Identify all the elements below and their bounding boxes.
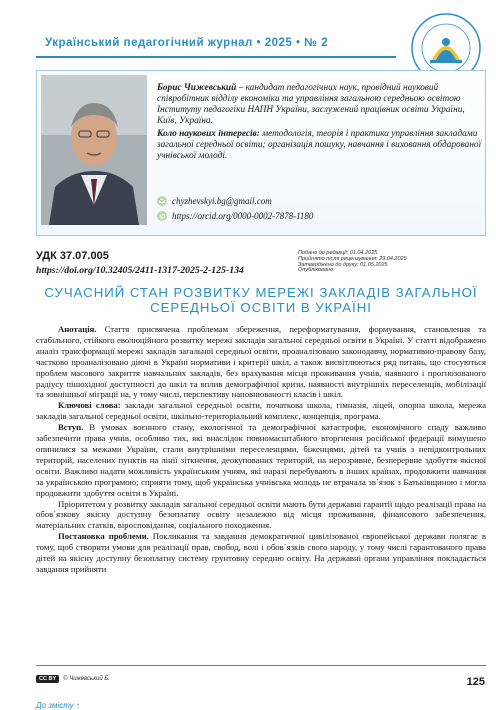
author-bio bbox=[157, 83, 482, 162]
cc-license-badge[interactable]: CC BY bbox=[36, 675, 59, 683]
problem-paragraph bbox=[36, 531, 486, 575]
doi-link[interactable]: https://doi.org/10.32405/2411-1317-2025-2-125-134 bbox=[36, 265, 244, 276]
svg-text:iD: iD bbox=[159, 214, 166, 221]
date-received: Подано до редакції: 01.04.2025 bbox=[298, 250, 378, 256]
research-interests bbox=[157, 129, 482, 162]
page-number: 125 bbox=[466, 676, 485, 688]
keywords-text: заклади загальної середньої освіти, початкова школа, гімназія, ліцей, опорна школа, мережа закладів загальної середньої освіти, шкільно-територіальний комплекс, концепція, програма. bbox=[36, 400, 486, 422]
header-divider bbox=[36, 56, 396, 58]
orcid-link[interactable]: https://orcid.org/0000-0002-7878-1180 bbox=[172, 211, 314, 221]
date-published: Опубліковано: bbox=[298, 267, 335, 274]
orcid-row bbox=[157, 211, 313, 221]
udk-code: УДК 37.07.005 bbox=[36, 250, 109, 262]
journal-title: Український педагогічний журнал • 2025 • № 2 bbox=[45, 37, 329, 49]
orcid-icon bbox=[157, 211, 167, 221]
article-title: СУЧАСНИЙ СТАН РОЗВИТКУ МЕРЕЖІ ЗАКЛАДІВ ЗАГАЛЬНОЇ СЕРЕДНЬОЇ ОСВІТИ В УКРАЇНІ bbox=[44, 285, 478, 315]
keywords-label: Ключові слова: bbox=[58, 400, 121, 411]
publication-dates bbox=[298, 251, 407, 274]
intro-label: Вступ. bbox=[58, 422, 84, 433]
problem-text: Покликання та завдання демократичної цивілізованої європейської держави полягає в тому, щоб створити умови для реалізації прав, свобод, волі і обов᾿язків свого народу, у тому числі гарантованого права дітей на якісну доступну безоплатну систему грунтовну середню освіту. На державні органи управління покладається завдання прийняти bbox=[36, 531, 486, 574]
author-name: Борис Чижевський bbox=[157, 83, 237, 93]
intro-paragraph bbox=[36, 422, 486, 498]
problem-label: Постановка проблеми. bbox=[58, 531, 149, 542]
interests-label: Коло наукових інтересів: bbox=[157, 129, 260, 139]
intro-text: В умовах воєнного стану, екологічної та демографічної катастрофи, економічного спаду важливо забезпечити права учнів, особливо тих, які внаслідок повномасштабного вторгнення російської федерації вимушено опинилися за межами України, стали внутрішніми переселенцями, біженцями, дітей та учнів з непідконтрольних територій, населених пунктів на лінії зіткнення, деокупованих територій, на нерозривне, безперервне здобуття якісної освіти. Важливо надати можливість українським учням, які наразі перебувають в інших країнах, продовжити навчання за українською програмою; сприяти тому, щоб українська учнівська молодь не втрачала зв᾿язок з Батьківщиною і могла продовжити здобуття освіти в Україні. bbox=[36, 422, 486, 498]
license-info bbox=[36, 675, 110, 683]
priority-paragraph: Пріоритетом у розвитку закладів загальної середньої освіти мають бути державні гарантії щодо реалізації права на обов᾿язкову якісну доступну безоплатну освіту незалежно від місця проживання, фінансового забезпечення, матеріальних статків, віросповідання, соціального походження. bbox=[36, 498, 486, 531]
email-row bbox=[157, 196, 272, 206]
article-body bbox=[36, 324, 486, 575]
copyright-text: © Чижевський Б. bbox=[63, 676, 110, 682]
date-approved: Затверджено до друку: 01.05.2025 bbox=[298, 261, 388, 268]
toc-link[interactable]: До змісту ↑ bbox=[36, 701, 80, 710]
abstract-paragraph bbox=[36, 324, 486, 400]
email-link[interactable]: chyzhevskyi.bg@gmail.com bbox=[172, 196, 272, 206]
author-photo bbox=[41, 75, 147, 225]
mail-icon bbox=[157, 196, 167, 206]
footer-divider bbox=[36, 665, 486, 666]
date-accepted: Прийнято після рецензування: 29.04.2025 bbox=[298, 255, 407, 262]
portrait-image bbox=[41, 75, 147, 225]
interests-text: методологія, теорія і практика управління закладами загальної середньої освіти; організація пошуку, навчання і виховання обдарованої учнівської молоді. bbox=[157, 129, 482, 161]
author-credentials: – кандидат педагогічних наук, провідний науковий співробітник відділу економіки та управління загальною середньою освітою Інституту педагогіки НАПН України, заслужений працівник освіти України, Київ, Україна. bbox=[157, 83, 465, 126]
abstract-label: Анотація. bbox=[58, 324, 97, 334]
keywords-paragraph bbox=[36, 400, 486, 422]
abstract-text: Стаття присвячена проблемам збереження, переформатування, формування, становлення та стабільного, стійкого еволюційного розвитку мережі закладів загальної середньої освіти в Україні. У статті відображено аналіз трансформації мережі закладів загальної середньої освіти, проаналізовано законодавчу, нормативно-правову базу, частково проаналізовано діючі в Україні нормативи і критерії шкіл, а також висвітлюються ряд питань, що стосуються проблем масового закриття навчальних закладів, без врахування місця проживання учнів, наявного і прогнозованого радіусу пішохідної доступності до шкіл та вплив демографічної кризи, наявності внутрішніх переселенців, мобілізації та зовнішньої міграції на, у тому числі, перспективу наповнюваності класів і шкіл. bbox=[36, 324, 486, 400]
